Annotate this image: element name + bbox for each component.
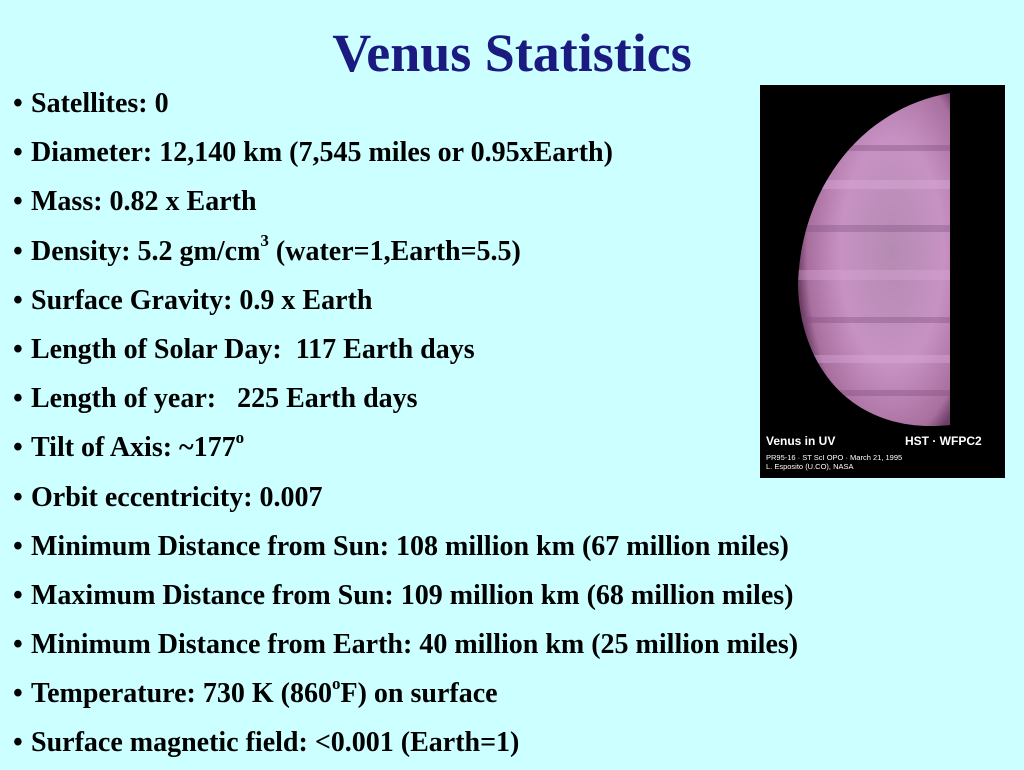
list-item bbox=[13, 524, 798, 573]
list-item bbox=[13, 229, 798, 278]
list-item bbox=[13, 671, 798, 720]
list-item bbox=[13, 475, 798, 524]
stat-min-distance-sun: Minimum Distance from Sun: 108 million km (67 million miles) bbox=[31, 530, 789, 562]
bullet-icon: • bbox=[13, 88, 23, 119]
image-caption-right: HST · WFPC2 bbox=[905, 434, 982, 448]
stat-axis-tilt-pre: Tilt of Axis: ~177 bbox=[31, 432, 236, 464]
bullet-icon: • bbox=[13, 727, 23, 759]
bullet-icon: • bbox=[13, 383, 23, 415]
stat-density bbox=[31, 231, 521, 267]
stat-magnetic-field: Surface magnetic field: <0.001 (Earth=1) bbox=[31, 727, 520, 759]
list-item bbox=[13, 573, 798, 622]
degree-symbol: o bbox=[331, 673, 341, 693]
stat-mass: Mass: 0.82 x Earth bbox=[31, 186, 257, 218]
stat-eccentricity: Orbit eccentricity: 0.007 bbox=[31, 481, 323, 513]
list-item bbox=[13, 130, 798, 179]
stat-temperature-pre: Temperature: 730 K (860 bbox=[31, 678, 332, 710]
bullet-icon: • bbox=[13, 579, 23, 611]
slide-title: Venus Statistics bbox=[332, 23, 692, 83]
list-item bbox=[13, 622, 798, 671]
list-item bbox=[13, 720, 798, 769]
bullet-icon: • bbox=[13, 678, 23, 710]
list-item bbox=[13, 425, 798, 474]
stat-diameter: Diameter: 12,140 km (7,545 miles or 0.95xEarth) bbox=[31, 137, 613, 169]
list-item bbox=[13, 327, 798, 376]
list-item bbox=[13, 278, 798, 327]
stat-satellites: Satellites: 0 bbox=[31, 88, 169, 119]
image-caption-left: Venus in UV bbox=[766, 434, 836, 448]
bullet-icon: • bbox=[13, 432, 23, 464]
stat-density-sup: 3 bbox=[260, 231, 269, 251]
stat-surface-gravity: Surface Gravity: 0.9 x Earth bbox=[31, 284, 373, 316]
bullet-icon: • bbox=[13, 186, 23, 218]
bullet-icon: • bbox=[13, 629, 23, 661]
venus-crescent bbox=[798, 93, 950, 426]
statistics-list bbox=[13, 81, 798, 770]
stat-year-length: Length of year: 225 Earth days bbox=[31, 383, 418, 415]
stat-temperature bbox=[31, 673, 498, 710]
stat-temperature-post: F) on surface bbox=[340, 678, 498, 710]
degree-symbol: o bbox=[235, 427, 245, 447]
venus-uv-photo bbox=[760, 85, 1005, 478]
bullet-icon: • bbox=[13, 235, 23, 267]
image-credit-line1: PR95-16 · ST ScI OPO · March 21, 1995 bbox=[766, 453, 903, 462]
stat-density-pre: Density: 5.2 gm/cm bbox=[31, 235, 261, 267]
bullet-icon: • bbox=[13, 284, 23, 316]
bullet-icon: • bbox=[13, 530, 23, 562]
stat-min-distance-earth: Minimum Distance from Earth: 40 million km (25 million miles) bbox=[31, 629, 799, 661]
bullet-icon: • bbox=[13, 333, 23, 365]
stat-axis-tilt bbox=[31, 427, 245, 464]
list-item bbox=[13, 179, 798, 228]
bullet-icon: • bbox=[13, 481, 23, 513]
image-credit-line2: L. Esposito (U.CO), NASA bbox=[766, 462, 854, 471]
stat-density-post: (water=1,Earth=5.5) bbox=[268, 235, 521, 267]
stat-solar-day: Length of Solar Day: 117 Earth days bbox=[31, 333, 475, 365]
list-item bbox=[13, 81, 798, 130]
list-item bbox=[13, 376, 798, 425]
bullet-icon: • bbox=[13, 137, 23, 169]
venus-crescent-image bbox=[760, 85, 1005, 478]
stat-max-distance-sun: Maximum Distance from Sun: 109 million km (68 million miles) bbox=[31, 579, 794, 611]
